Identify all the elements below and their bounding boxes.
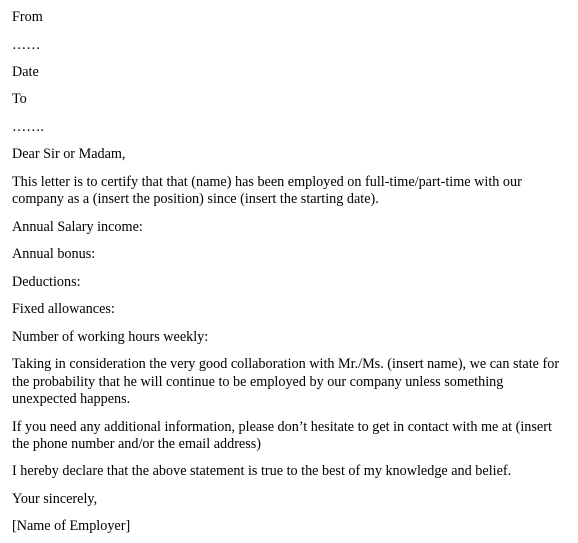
- fixed-allowances-field: Fixed allowances:: [12, 301, 115, 317]
- consideration-line-3: unexpected happens.: [12, 391, 131, 407]
- annual-salary-field: Annual Salary income:: [12, 219, 143, 235]
- annual-bonus-field: Annual bonus:: [12, 246, 96, 262]
- declaration: I hereby declare that the above statement is true to the best of my knowledge and belief.: [12, 463, 512, 479]
- working-hours-field: Number of working hours weekly:: [12, 329, 209, 345]
- consideration-line-1: Taking in consideration the very good collaboration with Mr./Ms. (insert name), we can state for: [12, 356, 560, 372]
- consideration-line-2: the probability that he will continue to be employed by our company unless something: [12, 374, 504, 390]
- date-label: Date: [12, 64, 39, 80]
- certify-line-2: company as a (insert the position) since (insert the starting date).: [12, 191, 379, 207]
- from-label: From: [12, 9, 43, 25]
- to-value: …….: [12, 119, 44, 135]
- contact-line-2: the phone number and/or the email address): [12, 436, 261, 452]
- certify-line-1: This letter is to certify that that (name) has been employed on full-time/part-time with our: [12, 174, 522, 190]
- to-label: To: [12, 91, 27, 107]
- employer-signature: [Name of Employer]: [12, 518, 131, 534]
- salutation: Dear Sir or Madam,: [12, 146, 126, 162]
- contact-line-1: If you need any additional information, please don’t hesitate to get in contact with me at (insert: [12, 419, 552, 435]
- deductions-field: Deductions:: [12, 274, 81, 290]
- closing: Your sincerely,: [12, 491, 98, 507]
- from-value: ……: [12, 37, 41, 53]
